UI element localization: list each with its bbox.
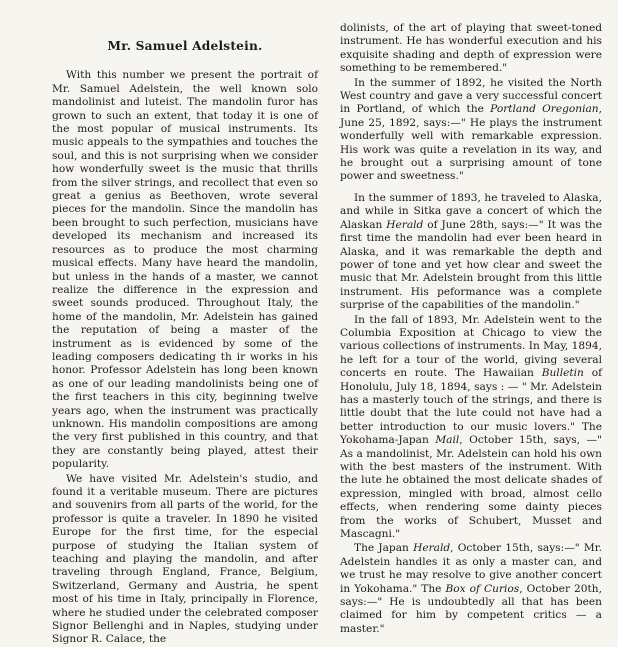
paragraph: dolinists, of the art of playing that sweet-toned instrument. He has wonderful execution and his exquisite shading and depth of expression were something to be remembered." (340, 22, 602, 75)
publication-name: Bulletin (541, 367, 584, 380)
paragraph: In the summer of 1892, he visited the North West country and gave a very successful concert in Portland, of which the Portland Oregonian, June 25, 1892, says:—" He plays the instrument wonderfully well with remarkable expression. His work was quite a revelation in its way, and he brought out a surprising amount of tone power and sweetness." (340, 76, 602, 183)
publication-name: Portland Oregonian (490, 103, 599, 116)
paragraph: In the summer of 1893, he traveled to Alaska, and while in Sitka gave a concert of which the Alaskan Herald of June 28th, says:—" It was the first time the mandolin had ever been heard in Alaska, and it was remarkable the depth and power of tone and yet how clear and sweet the music that Mr. Adelstein brought from this little instrument. His peformance was a complete surprise of the capabilities of the mandolin." (340, 191, 602, 312)
paragraph: We have visited Mr. Adelstein's studio, and found it a veritable museum. There are pictures and souvenirs from all parts of the world, for the professor is quite a traveler. In 1890 he visited Europe for the first time, for the especial purpose of studying the Italian system of teaching and playing the mandolin, and after traveling through England, France, Belgium, Switzerland, Germany and Austria, he spent most of his time in Italy, principally in Florence, where he studied under the celebrated composer Signor Bellenghi and in Naples, studying under Signor R. Calace, the (52, 472, 318, 646)
paragraph: The Japan Herald, October 15th, says:—" Mr. Adelstein handles it as only a master can, and we trust he may resolve to give another concert in Yokohama." The Box of Curios, October 20th, says:—" He is undoubtedly all that has been claimed for him by competent critics — a master." (340, 542, 602, 635)
publication-name: Herald (413, 542, 451, 555)
paragraph: With this number we present the portrait of Mr. Samuel Adelstein, the well known solo mandolinist and luteist. The mandolin furor has grown to such an extent, that today it is one of the most popular of musical instruments. Its music appeals to the sympathies and touches the soul, and this is not surprising when we consider how wonderfully sweet is the music that thrills from the silver strings, and recollect that even so great a genius as Beethoven, wrote several pieces for the mandolin. Since the mandolin has been brought to such perfection, musicians have developed its mechanism and increased its resources as to produce the most charming musical effects. Many have heard the mandolin, but unless in the hands of a master, we cannot realize the difference in the expression and sweet sounds produced. Throughout Italy, the home of the mandolin, Mr. Adelstein has gained the reputation of being a master of the instrument as is evidenced by some of the leading composers dedicating th ir works in his honor. Professor Adelstein has long been known as one of our leading mandolinists being one of the first teachers in this city, beginning twelve years ago, when the instrument was practically unknown. His mandolin compositions are among the very first published in this country, and that they are constantly being played, attest their popularity. (52, 69, 318, 471)
publication-name: Herald (386, 218, 424, 231)
left-column (52, 22, 318, 646)
right-column (340, 22, 602, 635)
publication-name: Box of Curios (445, 582, 520, 595)
publication-name: Mail (435, 434, 460, 447)
article-title: Mr. Samuel Adelstein. (107, 39, 263, 53)
paragraph: In the fall of 1893, Mr. Adelstein went to the Columbia Exposition at Chicago to view the various collections of instruments. In May, 1894, he left for a tour of the world, giving several concerts en route. The Hawaiian Bulletin of Honolulu, July 18, 1894, says : — " Mr. Adelstein has a masterly touch of the strings, and there is little doubt that the lute could not have had a better introduction to our music lovers." The Yokohama-Japan Mail, October 15th, says, —" As a mandolinist, Mr. Adelstein can hold his own with the best masters of the instrument. With the lute he obtained the most delicate shades of expression, mingled with broad, almost cello effects, when rendering some dainty pieces from the works of Schubert, Musset and Mascagni." (340, 313, 602, 541)
